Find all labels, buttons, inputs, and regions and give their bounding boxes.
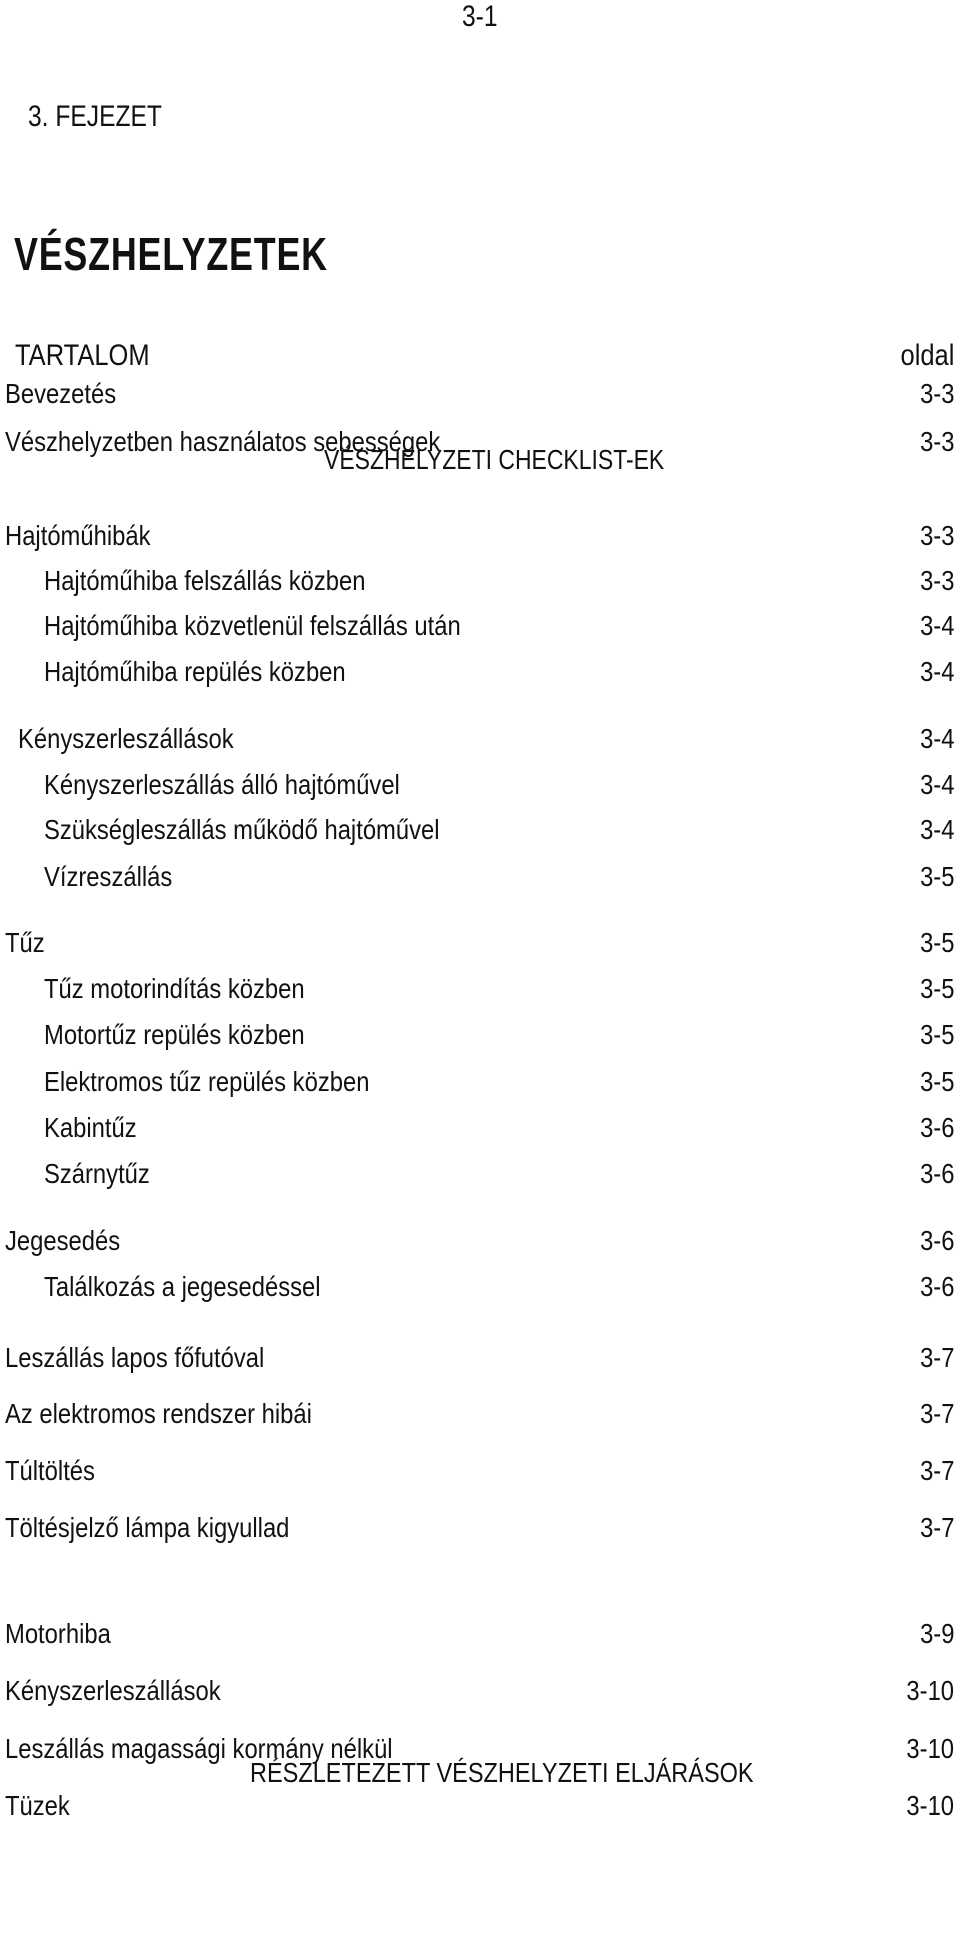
toc-entry <box>0 1019 960 1059</box>
toc-entry <box>0 973 960 1013</box>
toc-entry-text: Tűz motorindítás közben <box>44 973 305 1004</box>
toc-entry-page: 3-7 <box>919 1512 954 1543</box>
toc-entry-page: 3-4 <box>919 723 954 754</box>
toc-entry-page: 3-10 <box>906 1733 954 1764</box>
toc-entry <box>0 1675 960 1715</box>
toc-entry <box>0 1618 960 1658</box>
toc-entry-text: Töltésjelző lámpa kigyullad <box>5 1512 290 1543</box>
toc-entry-text: Motortűz repülés közben <box>44 1019 305 1050</box>
toc-entry-page: 3-3 <box>919 426 954 457</box>
toc-entry-text: Bevezetés <box>5 378 117 409</box>
toc-entry-page: 3-5 <box>919 861 954 892</box>
toc-entry-page: 3-4 <box>919 814 954 845</box>
toc-entry <box>0 610 960 650</box>
toc-entry-text: Hajtóműhibák <box>5 520 151 551</box>
toc-entry-text: Tüzek <box>5 1790 70 1821</box>
toc-entry-page: 3-7 <box>919 1398 954 1429</box>
toc-label: TARTALOM <box>15 339 150 372</box>
toc-entry-text: Leszállás lapos főfutóval <box>5 1342 265 1373</box>
toc-entry-text: Elektromos tűz repülés közben <box>44 1066 370 1097</box>
toc-entry-page: 3-3 <box>919 520 954 551</box>
toc-entry-text: Kényszerleszállások <box>5 1675 221 1706</box>
page-column-label: oldal <box>900 339 954 372</box>
toc-entry <box>0 723 960 763</box>
toc-entry-page: 3-7 <box>919 1342 954 1373</box>
toc-entry-page: 3-6 <box>919 1271 954 1302</box>
toc-entry <box>0 1271 960 1311</box>
toc-entry-text: Vízreszállás <box>44 861 173 892</box>
toc-entry-text: Motorhiba <box>5 1618 111 1649</box>
toc-entry <box>0 1066 960 1106</box>
section-procedures-heading: RÉSZLETEZETT VÉSZHELYZETI ELJÁRÁSOK <box>250 1757 754 1788</box>
toc-entry-text: Túltöltés <box>5 1455 95 1486</box>
toc-entry-page: 3-4 <box>919 769 954 800</box>
toc-entry-text: Leszállás magassági kormány nélkül <box>5 1733 393 1764</box>
toc-entry-text: Hajtóműhiba felszállás közben <box>44 565 366 596</box>
toc-entry-page: 3-10 <box>906 1675 954 1706</box>
toc-entry-text: Tűz <box>5 927 45 958</box>
toc-entry-page: 3-5 <box>919 1019 954 1050</box>
toc-entry <box>0 1112 960 1152</box>
toc-entry <box>0 1398 960 1438</box>
toc-entry <box>0 861 960 901</box>
toc-entry-text: Találkozás a jegesedéssel <box>44 1271 321 1302</box>
toc-entry-page: 3-5 <box>919 973 954 1004</box>
toc-entry-page: 3-6 <box>919 1112 954 1143</box>
toc-entry-page: 3-3 <box>919 565 954 596</box>
toc-entry <box>0 1158 960 1198</box>
toc-entry-text: Kényszerleszállások <box>18 723 234 754</box>
toc-entry-text: Vészhelyzetben használatos sebességek <box>5 426 441 457</box>
toc-entry <box>0 1225 960 1265</box>
toc-entry-text: Szükségleszállás működő hajtóművel <box>44 814 440 845</box>
toc-entry-page: 3-9 <box>919 1618 954 1649</box>
toc-entry-page: 3-5 <box>919 927 954 958</box>
toc-entry <box>0 814 960 854</box>
page-title: VÉSZHELYZETEK <box>14 228 328 280</box>
toc-entry-text: Az elektromos rendszer hibái <box>5 1398 312 1429</box>
toc-entry-page: 3-6 <box>919 1225 954 1256</box>
toc-entry <box>0 1455 960 1495</box>
toc-entry <box>0 378 960 418</box>
toc-entry-page: 3-7 <box>919 1455 954 1486</box>
toc-entry <box>0 1790 960 1830</box>
toc-entry <box>0 656 960 696</box>
toc-entry <box>0 927 960 967</box>
toc-entry-page: 3-5 <box>919 1066 954 1097</box>
chapter-heading: 3. FEJEZET <box>28 100 162 133</box>
toc-entry <box>0 520 960 560</box>
toc-entry-text: Kabintűz <box>44 1112 137 1143</box>
toc-entry-text: Szárnytűz <box>44 1158 150 1189</box>
toc-entry-page: 3-4 <box>919 610 954 641</box>
toc-entry-page: 3-4 <box>919 656 954 687</box>
toc-entry <box>0 426 960 466</box>
toc-entry-text: Hajtóműhiba közvetlenül felszállás után <box>44 610 461 641</box>
toc-entry-page: 3-3 <box>919 378 954 409</box>
toc-entry-text: Kényszerleszállás álló hajtóművel <box>44 769 400 800</box>
toc-entry <box>0 1733 960 1773</box>
toc-entry-page: 3-6 <box>919 1158 954 1189</box>
section-checklists-heading: VÉSZHELYZETI CHECKLIST-EK <box>324 444 665 475</box>
page-number: 3-1 <box>462 0 498 33</box>
toc-entry-page: 3-10 <box>906 1790 954 1821</box>
toc-entry-text: Jegesedés <box>5 1225 121 1256</box>
toc-entry <box>0 769 960 809</box>
toc-entry-text: Hajtóműhiba repülés közben <box>44 656 346 687</box>
toc-entry <box>0 565 960 605</box>
toc-entry <box>0 1342 960 1382</box>
toc-entry <box>0 1512 960 1552</box>
